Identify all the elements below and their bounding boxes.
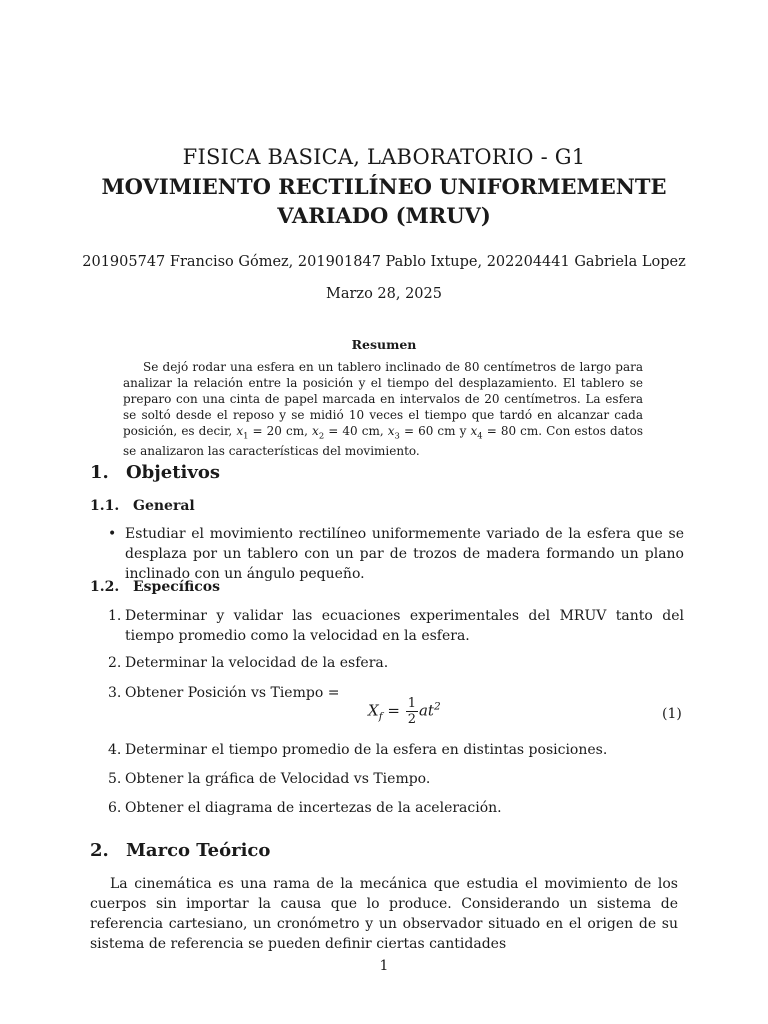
x2-value: = 40 cm, bbox=[324, 424, 388, 438]
equation-fraction bbox=[406, 696, 418, 727]
section-number: 1. bbox=[90, 462, 109, 483]
page-number: 1 bbox=[379, 958, 389, 974]
equation-lhs-sub: f bbox=[378, 710, 383, 723]
list-item-text: Obtener Posición vs Tiempo = bbox=[125, 685, 340, 701]
list-item bbox=[108, 653, 684, 673]
paper-title bbox=[0, 172, 768, 230]
equation-number: (1) bbox=[662, 706, 682, 722]
equation bbox=[368, 696, 441, 736]
course-title: FISICA BASICA, LABORATORIO - G1 bbox=[182, 145, 586, 169]
equation-rhs-exp: 2 bbox=[433, 700, 441, 713]
paper-title-line-1: MOVIMIENTO RECTILÍNEO UNIFORMEMENTE bbox=[101, 174, 667, 199]
section-2-heading bbox=[90, 840, 270, 861]
fraction-numerator: 1 bbox=[407, 696, 416, 711]
list-marker: 1. bbox=[108, 608, 122, 624]
subsection-1-1-heading bbox=[90, 498, 195, 514]
subsection-number: 1.1. bbox=[90, 498, 120, 514]
list-item bbox=[108, 606, 684, 646]
list-item-text: Obtener la gráfica de Velocidad vs Tiempo. bbox=[125, 771, 431, 787]
list-item bbox=[108, 769, 684, 789]
subsection-number: 1.2. bbox=[90, 579, 120, 595]
section-title: Objetivos bbox=[126, 462, 220, 483]
x3-var: x bbox=[387, 424, 395, 438]
authors: 201905747 Franciso Gómez, 201901847 Pablo Ixtupe, 202204441 Gabriela Lopez bbox=[82, 254, 686, 270]
section-number: 2. bbox=[90, 840, 109, 861]
x1-var: x bbox=[236, 424, 244, 438]
list-item bbox=[108, 524, 684, 584]
subsection-title: Específicos bbox=[133, 579, 221, 595]
subsection-1-2-heading bbox=[90, 579, 220, 595]
abstract-body bbox=[123, 359, 643, 459]
list-item-text: Determinar y validar las ecuaciones experimentales del MRUV tanto del tiempo promedio como la velocidad en la esfera. bbox=[125, 608, 684, 644]
abstract-heading: Resumen bbox=[351, 337, 417, 352]
x4-sub: 4 bbox=[477, 430, 483, 441]
list-marker: 5. bbox=[108, 771, 122, 787]
list-marker: 4. bbox=[108, 742, 122, 758]
x4-var: x bbox=[470, 424, 478, 438]
list-item-text: Obtener el diagrama de incertezas de la aceleración. bbox=[125, 800, 502, 816]
list-item bbox=[108, 740, 684, 760]
x1-value: = 20 cm, bbox=[248, 424, 313, 438]
list-marker: 2. bbox=[108, 655, 122, 671]
x2-var: x bbox=[312, 424, 319, 438]
section-title: Marco Teórico bbox=[126, 840, 271, 861]
list-item-text: Determinar la velocidad de la esfera. bbox=[125, 655, 389, 671]
x1-sub: 1 bbox=[243, 430, 249, 441]
equation-equals: = bbox=[382, 701, 405, 720]
paper-title-line-2: VARIADO (MRUV) bbox=[277, 203, 491, 228]
list-item bbox=[108, 798, 684, 818]
list-item-text: Estudiar el movimiento rectilíneo uniformemente variado de la esfera que se desplaza por un tablero con un par de trozos de madera formando un plano inclinado con un ángulo pequeño. bbox=[125, 526, 684, 582]
subsection-title: General bbox=[133, 498, 195, 514]
list-marker: 3. bbox=[108, 685, 122, 701]
body-paragraph: La cinemática es una rama de la mecánica que estudia el movimiento de los cuerpos sin importar la causa que lo produce. Considerando un sistema de referencia cartesiano, un cronómetro y un observador situado en el origen de su sistema de referencia se pueden definir ciertas cantidades bbox=[90, 876, 678, 952]
fraction-denominator: 2 bbox=[407, 712, 416, 727]
x2-sub: 2 bbox=[318, 430, 325, 441]
x4-value: = 80 cm. Con estos datos se analizaron las características del movimiento. bbox=[123, 424, 643, 459]
section-1-heading bbox=[90, 462, 220, 483]
x3-sub: 3 bbox=[394, 430, 400, 441]
list-item-text: Determinar el tiempo promedio de la esfera en distintas posiciones. bbox=[125, 742, 608, 758]
bullet-marker: • bbox=[108, 526, 117, 542]
x3-value: = 60 cm y bbox=[399, 424, 471, 438]
abstract-text: Se dejó rodar una esfera en un tablero inclinado de 80 centímetros de largo para analizar la relación entre la posición y el tiempo del desplazamiento. El tablero se preparo con una cinta de papel marcada en intervalos de 20 centímetros. La esfera se soltó desde el reposo y se midió 10 veces el tiempo que tardó en alcanzar cada posición, es decir, bbox=[123, 360, 643, 438]
equation-lhs-var: X bbox=[368, 701, 379, 720]
date: Marzo 28, 2025 bbox=[326, 286, 442, 302]
equation-rhs-var: at bbox=[418, 701, 434, 720]
list-marker: 6. bbox=[108, 800, 122, 816]
